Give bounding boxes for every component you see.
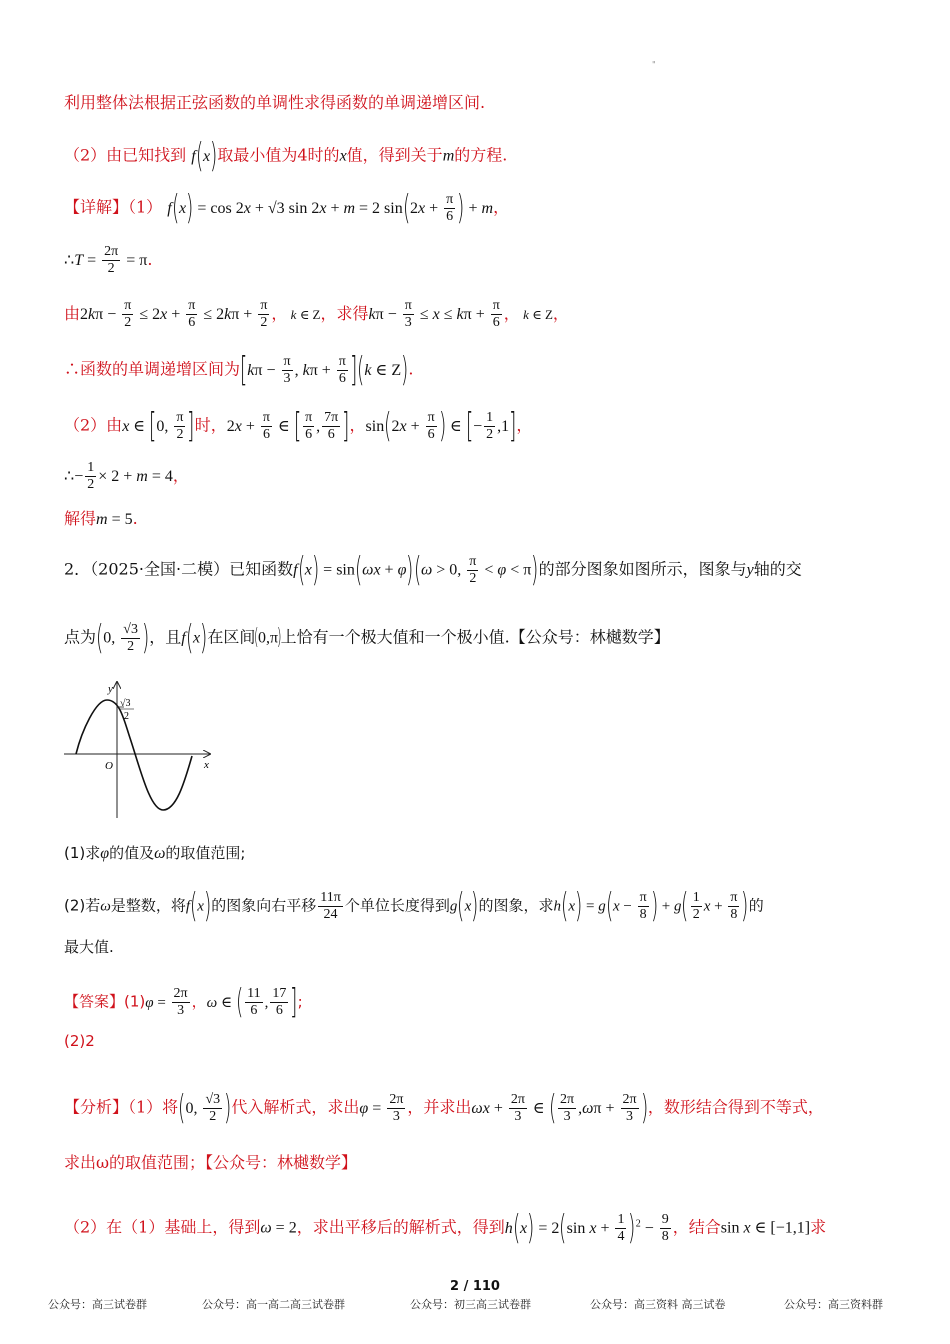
y-label: y	[108, 683, 113, 695]
text-q2l2a: 点为	[64, 627, 97, 647]
text-and: ，数形结合得到不等式，	[647, 1097, 824, 1117]
page-number: 2 / 110	[450, 1279, 500, 1294]
text-l5b: ，求得	[320, 304, 369, 323]
top-mark: "	[652, 60, 656, 69]
text-q2a: 2．（2025·全国·二模）已知函数	[64, 559, 294, 579]
sine-curve	[76, 700, 192, 810]
question-2-line-2: 点为(0, $\frac{√3}{2}$ )，且f(x)在区间(0,π)上恰有一个极大值和一个极小值.【公众号：林樾数学】	[64, 618, 670, 658]
text-p1c: 的取值范围;	[165, 844, 246, 862]
detail-tag: 【详解】（1）	[64, 197, 163, 217]
text-p2f: 的	[748, 896, 764, 915]
footer-item-3: 公众号：初三高三试卷群	[410, 1298, 531, 1311]
text-l2d: 的方程.	[454, 145, 508, 165]
text-p2d: 个单位长度得到	[344, 896, 450, 915]
text-l2c: 值，得到关于	[346, 145, 443, 165]
subquestion-2-line-2	[64, 936, 114, 958]
text-ana: 【分析】（1）将	[64, 1097, 179, 1117]
footer-item-4: 公众号：高三资料 高三试卷	[590, 1298, 726, 1311]
footer-item-1: 公众号：高三试卷群	[48, 1298, 147, 1311]
text-p2a: (2)若	[64, 896, 101, 915]
footer-item-2: 公众号：高一高二高三试卷群	[202, 1298, 345, 1311]
line-solution-m: 解得m = 5.	[64, 509, 138, 528]
intercept-label-den: 2	[124, 711, 129, 722]
text-q2l2b: ，且	[149, 627, 182, 647]
origin-label: O	[105, 760, 113, 772]
text-l2b: 取最小值为4时的	[217, 145, 340, 165]
text-anc: ，并求出	[407, 1097, 472, 1117]
text-p2c: 的图象向右平移	[211, 896, 317, 915]
answer-2: (2)2	[64, 1032, 95, 1050]
text-l7a: （2）由	[64, 415, 123, 435]
x-label: x	[204, 759, 209, 771]
text-q2b: 的部分图象如图所示，图象与	[538, 559, 747, 579]
text-l7b: 时，	[194, 415, 227, 435]
answer-line-2	[64, 1030, 95, 1052]
text-an3b: ，求出平移后的解析式，得到	[296, 1217, 505, 1237]
answer-line-1: 【答案】(1)φ = $\frac{2\pi}{3}$ ，ω ∈ ( $\frac{11}{6}$ , $\frac{17}{6}$ ];	[64, 982, 303, 1022]
text-q2c: 轴的交	[753, 559, 802, 579]
text-l9a: 解得	[64, 509, 97, 528]
text-p1b: 的值及	[109, 844, 155, 862]
footer-item-5: 公众号：高三资料群	[784, 1298, 883, 1311]
text-p2e: 的图象，求	[478, 896, 554, 915]
therefore-2: ∴	[64, 466, 75, 485]
line-part2-method: （2）由已知找到 f(x)取最小值为4时的x值，得到关于m的方程.	[64, 136, 508, 176]
text-p2b: 是整数，将	[110, 896, 186, 915]
question-2-line-1: 2．（2025·全国·二模）已知函数f(x) = sin(ωx + φ)(ω > 0, $\frac{\pi}{2}$ < φ < π)的部分图象如图所示，图象与y轴的交	[64, 550, 802, 590]
therefore-1: ∴	[64, 250, 75, 269]
text-an3a: （2）在（1）基础上，得到	[64, 1217, 261, 1237]
sine-graph-figure	[60, 676, 220, 826]
analysis-line-1: 【分析】（1）将(0, $\frac{√3}{2}$ )代入解析式，求出φ = $\frac{2\pi}{3}$ ，并求出ωx + $\frac{2\pi}{3}$ ∈ ( $\frac{2\pi}{3}$ ,ωπ + $\frac{2\pi}{3}$ )，数形结合得到不等式，	[64, 1088, 824, 1128]
line-min-equation: ∴− $\frac{1}{2}$ × 2 + m = 4，	[64, 460, 189, 492]
line-increasing-interval: ∴函数的单调递增区间为[kπ − $\frac{\pi}{3}$ , kπ + $\frac{\pi}{6}$ ](k ∈ Z).	[64, 350, 414, 390]
line-part2-range: （2）由x ∈ [0, $\frac{\pi}{2}$ ]时，2x + $\frac{\pi}{6}$ ∈ [ $\frac{\pi}{6}$ , $\frac{7\pi}{6}$ ]，sin(2x + $\frac{\pi}{6}$ ) ∈ [− $\frac{1}{2}$ ,1]，	[64, 406, 533, 446]
text-an2: 求出ω的取值范围；【公众号：林樾数学】	[64, 1153, 358, 1172]
line-inequality: 由2kπ − $\frac{\pi}{2}$ ≤ 2x + $\frac{\pi}{6}$ ≤ 2kπ + $\frac{\pi}{2}$ ， k ∈ Z，求得kπ − $\frac{\pi}{3}$ ≤ x ≤ kπ + $\frac{\pi}{6}$ ， k ∈ Z，	[64, 298, 569, 330]
analysis-line-2	[64, 1152, 357, 1174]
subquestion-1: (1)求φ的值及ω的取值范围;	[64, 844, 246, 862]
answer-tag: 【答案】(1)	[64, 992, 146, 1011]
line-period: ∴T = $\frac{2\pi}{2}$ = π.	[64, 244, 153, 276]
text-q2l2c: 在区间	[207, 627, 256, 647]
text-an3d: 求	[810, 1217, 827, 1237]
text-l6a: ∴函数的单调递增区间为	[64, 359, 241, 379]
analysis-line-3: （2）在（1）基础上，得到ω = 2，求出平移后的解析式，得到h(x) = 2(sin x + $\frac{1}{4}$ )$^2$ − $\frac{9}{8}$ ，结合sin x ∈ [−1,1]求	[64, 1208, 827, 1248]
text-q2l2d: 上恰有一个极大值和一个极小值.【公众号：林樾数学】	[280, 627, 670, 647]
line-detail-1: 【详解】（1） f(x) = cos 2x + √3 sin 2x + m = 2 sin(2x + $\frac{\pi}{6}$ ) + m，	[64, 188, 510, 228]
text-p2l2: 最大值.	[64, 938, 114, 956]
text-p1a: (1)求	[64, 844, 101, 862]
subquestion-2: (2)若ω是整数，将f(x)的图象向右平移 $\frac{11\pi}{24}$ 个单位长度得到g(x)的图象，求h(x) = g(x − $\frac{\pi}{8}$ ) + g( $\frac{1}{2}$ x + $\frac{\pi}{8}$ )的	[64, 886, 764, 926]
intercept-label-num: √3	[120, 698, 131, 709]
text-l5a: 由	[64, 304, 81, 323]
text-anb: 代入解析式，求出	[231, 1097, 360, 1117]
text-an3c: ，结合	[672, 1217, 721, 1237]
line-monotonic-method	[64, 92, 485, 114]
text-l1: 利用整体法根据正弦函数的单调性求得函数的单调递增区间.	[64, 93, 486, 112]
text-l2a: （2）由已知找到	[64, 145, 187, 165]
